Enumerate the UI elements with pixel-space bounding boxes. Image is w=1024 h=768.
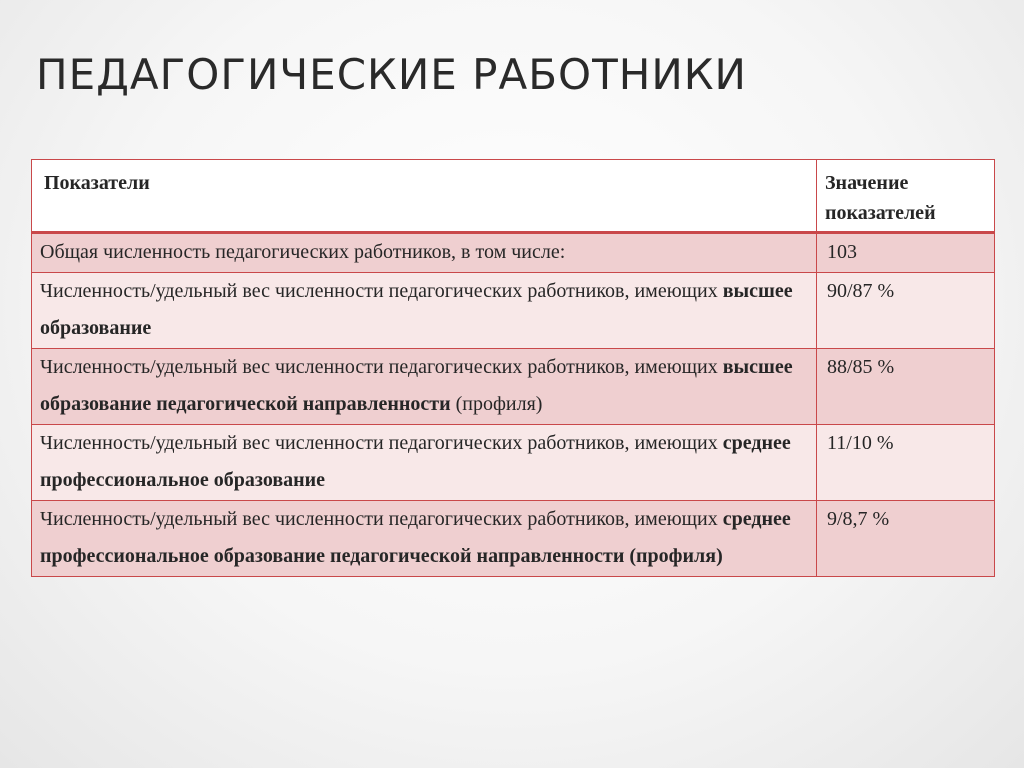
table-row [32, 501, 995, 577]
header-indicators: Показатели [32, 160, 817, 233]
value-cell: 103 [817, 233, 995, 273]
table-row [32, 425, 995, 501]
indicator-text: Численность/удельный вес численности педагогических работников, имеющих [40, 356, 723, 378]
indicator-cell [32, 233, 817, 273]
indicators-table-container [31, 159, 994, 577]
table-header-row [32, 160, 995, 233]
indicator-text: Общая численность педагогических работников, в том числе: [40, 241, 566, 263]
table-row [32, 349, 995, 425]
indicator-cell [32, 273, 817, 349]
value-cell: 88/85 % [817, 349, 995, 425]
value-cell: 9/8,7 % [817, 501, 995, 577]
indicator-cell [32, 349, 817, 425]
value-cell: 11/10 % [817, 425, 995, 501]
indicator-cell [32, 425, 817, 501]
value-cell: 90/87 % [817, 273, 995, 349]
indicator-text: Численность/удельный вес численности педагогических работников, имеющих [40, 280, 723, 302]
table-row [32, 233, 995, 273]
indicator-suffix: (профиля) [450, 393, 543, 415]
indicator-bold-text: высшее образование педагогической направленности [40, 356, 793, 415]
table-row [32, 273, 995, 349]
indicator-bold-text: среднее профессиональное образование педагогической направленности (профиля) [40, 508, 791, 567]
header-value: Значение показателей [817, 160, 995, 233]
indicator-bold-text: высшее образование [40, 280, 793, 339]
indicator-cell [32, 501, 817, 577]
indicator-text: Численность/удельный вес численности педагогических работников, имеющих [40, 508, 723, 530]
indicators-table [31, 159, 995, 577]
page-title: ПЕДАГОГИЧЕСКИЕ РАБОТНИКИ [36, 50, 747, 99]
indicator-text: Численность/удельный вес численности педагогических работников, имеющих [40, 432, 723, 454]
indicator-bold-text: среднее профессиональное образование [40, 432, 791, 491]
